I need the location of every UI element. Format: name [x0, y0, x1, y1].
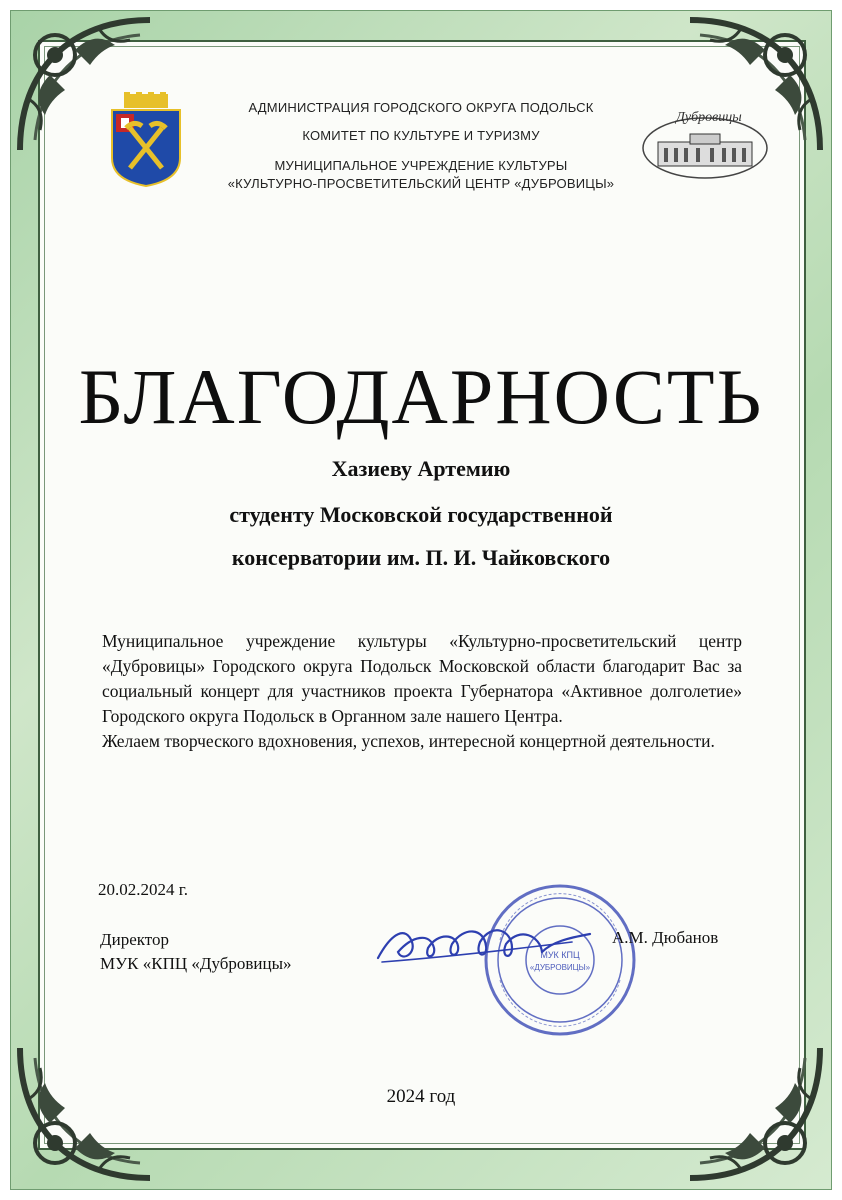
recipient-line-3: консерватории им. П. И. Чайковского: [231, 545, 611, 570]
recipient-name: Хазиеву Артемию: [331, 456, 511, 481]
city-coat-of-arms-icon: [108, 92, 184, 188]
ornament-corner-icon: [10, 1038, 160, 1188]
svg-text:«ДУБРОВИЦЫ»: «ДУБРОВИЦЫ»: [529, 963, 591, 972]
certificate-title: БЛАГОДАРНОСТЬ: [78, 353, 764, 440]
certificate-body-area: [38, 40, 806, 1150]
dubrovitsy-logo: [640, 108, 770, 180]
header-committee: КОМИТЕТ ПО КУЛЬТУРЕ И ТУРИЗМУ: [302, 128, 540, 143]
signer-title-line-2: МУК «КПЦ «Дубровицы»: [100, 954, 292, 973]
body-paragraph: Муниципальное учреждение культуры «Культурно-просветительский центр «Дубровицы» Городского округа Подольск Московской области благодарит Вас за социальный концерт для участников проекта Губернатора «Активное долголетие» Городского округа Подольск в Органном зале нашего Центра.: [102, 631, 742, 726]
handwritten-signature-icon: [372, 912, 602, 972]
ornament-corner-icon: [680, 1038, 830, 1188]
header-administration: АДМИНИСТРАЦИЯ ГОРОДСКОГО ОКРУГА ПОДОЛЬСК: [248, 100, 594, 115]
signer-name: А.М. Дюбанов: [612, 928, 719, 947]
footer-year: 2024 год: [386, 1086, 456, 1107]
logo-caption: Дубровицы: [676, 110, 742, 125]
header-center-name: «КУЛЬТУРНО-ПРОСВЕТИТЕЛЬСКИЙ ЦЕНТР «ДУБРОВИЦЫ»: [227, 176, 615, 191]
signer-position: [100, 928, 292, 976]
header-institution: МУНИЦИПАЛЬНОЕ УЧРЕЖДЕНИЕ КУЛЬТУРЫ: [274, 158, 568, 173]
signer-title-line-1: Директор: [100, 930, 169, 949]
certificate-body: [102, 629, 742, 754]
body-paragraph-wishes: Желаем творческого вдохновения, успехов, интересной концертной деятельности.: [102, 731, 715, 751]
svg-text:МУК КПЦ: МУК КПЦ: [540, 950, 580, 960]
issue-date: 20.02.2024 г.: [98, 880, 189, 899]
recipient-line-2: студенту Московской государственной: [229, 502, 613, 527]
